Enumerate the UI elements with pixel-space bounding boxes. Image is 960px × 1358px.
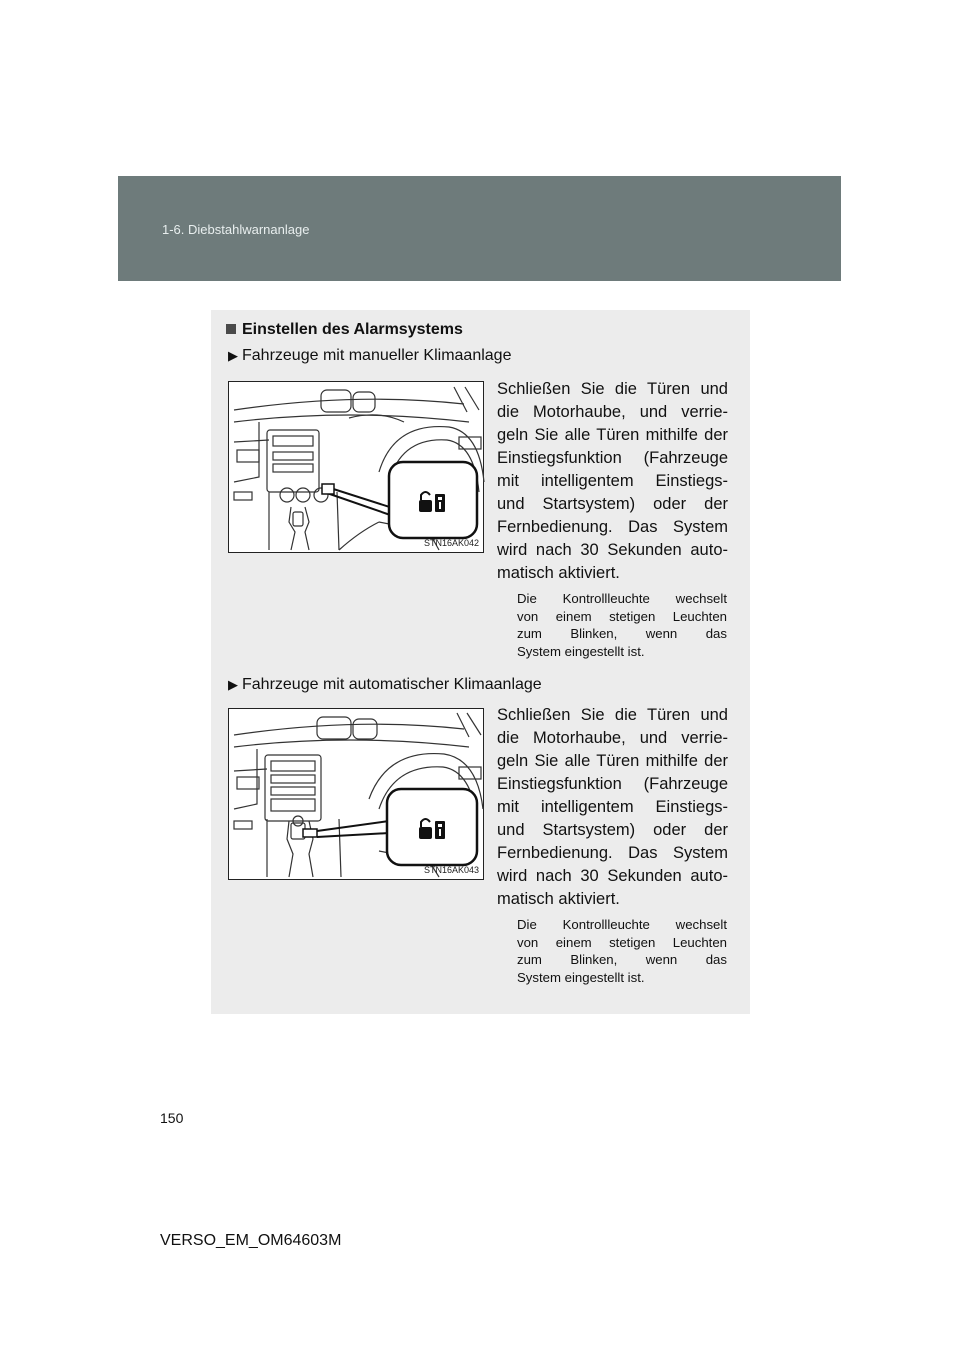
subheading-automatic: ▶ Fahrzeuge mit automatischer Klimaanlage bbox=[228, 676, 542, 693]
page-number: 150 bbox=[160, 1110, 184, 1126]
triangle-bullet-icon: ▶ bbox=[228, 677, 238, 692]
section-title: 1-6. Diebstahlwarnanlage bbox=[162, 222, 310, 237]
body-text-manual: Schließen Sie die Türen und die Motorhaube, und verrie- geln Sie alle Türen mithilfe der Einstiegsfunktion (Fahrzeuge mit intelligentem Einstiegs- und Startsystem) oder der Fernbedienung. Das System wird nach 30 Sekunden auto- matisch aktiviert. bbox=[497, 380, 728, 582]
dashboard-illustration bbox=[229, 382, 485, 554]
figure-manual-ac bbox=[228, 381, 484, 553]
subheading-manual: ▶ Fahrzeuge mit manueller Klimaanlage bbox=[228, 347, 512, 364]
heading: Einstellen des Alarmsystems bbox=[226, 321, 463, 339]
figure-code: STN16AK042 bbox=[423, 538, 479, 548]
note-automatic: Die Kontrollleuchte wechselt von einem stetigen Leuchten zum Blinken, wenn das System eingestellt ist. bbox=[517, 917, 727, 985]
figure-automatic-ac bbox=[228, 708, 484, 880]
square-bullet-icon bbox=[226, 324, 236, 334]
note-manual: Die Kontrollleuchte wechselt von einem stetigen Leuchten zum Blinken, wenn das System eingestellt ist. bbox=[517, 591, 727, 659]
figure-code: STN16AK043 bbox=[423, 865, 479, 875]
document-id: VERSO_EM_OM64603M bbox=[160, 1232, 342, 1249]
page-header bbox=[118, 176, 841, 281]
dashboard-illustration bbox=[229, 709, 485, 881]
triangle-bullet-icon: ▶ bbox=[228, 348, 238, 363]
body-text-automatic: Schließen Sie die Türen und die Motorhaube, und verrie- geln Sie alle Türen mithilfe der Einstiegsfunktion (Fahrzeuge mit intelligentem Einstiegs- und Startsystem) oder der Fernbedienung. Das System wird nach 30 Sekunden auto- matisch aktiviert. bbox=[497, 706, 728, 908]
